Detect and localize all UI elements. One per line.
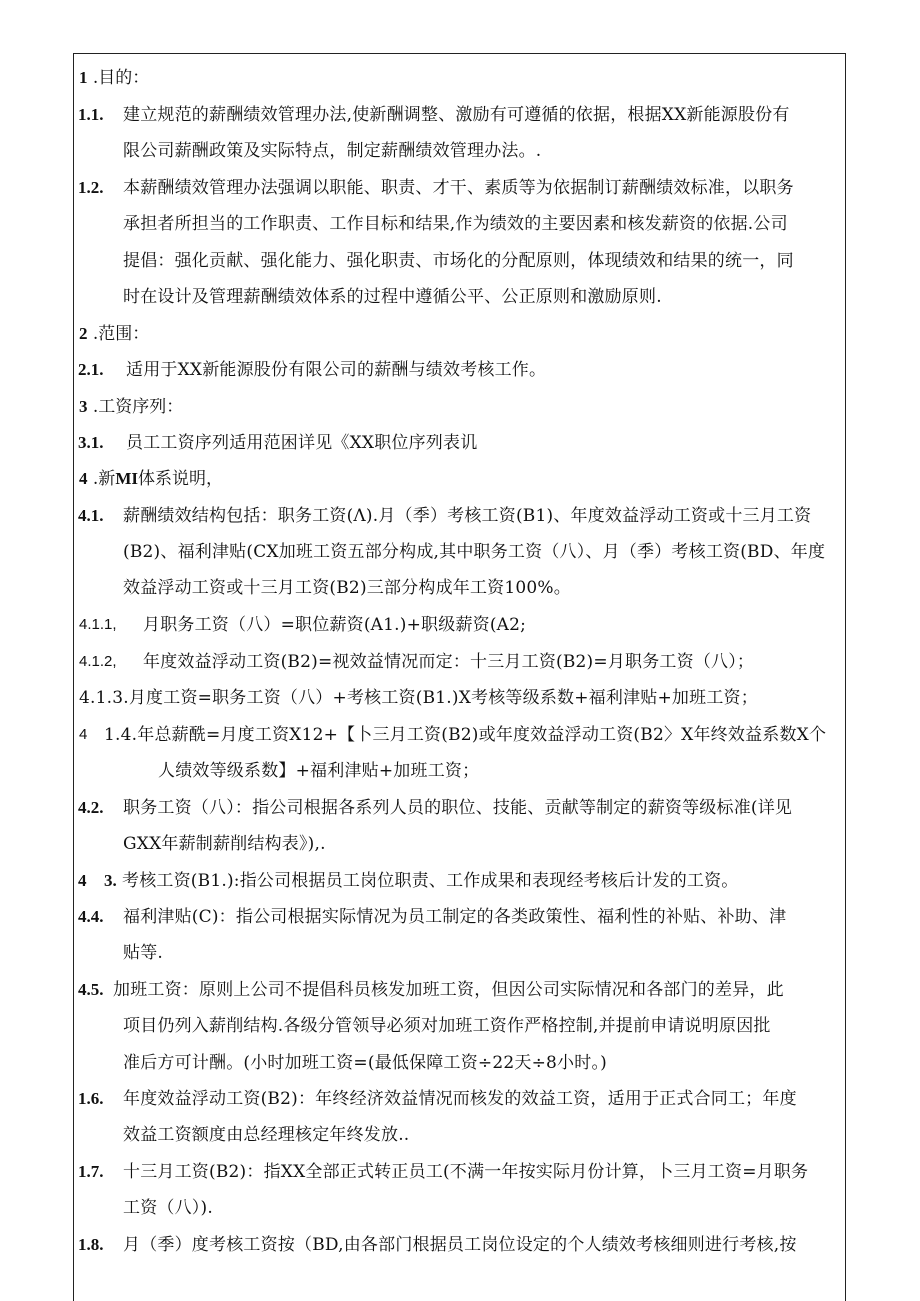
paragraph-line: 建立规范的薪酬绩效管理办法,使新酬调整、激励有可遵循的依据，根据XX新能源股份有 [123,105,790,125]
section-heading: 2 .范围： [79,324,150,344]
paragraph-line: 适用于XX新能源股份有限公司的薪酬与绩效考核工作。 [126,360,547,380]
paragraph-line: 人绩效等级系数】+福利津贴+加班工资； [158,761,480,781]
paragraph-line: 员工工资序列适用范困详见《XX职位序列表讥 [126,433,478,453]
document-frame [73,53,846,1301]
clause-number: 3. [104,871,117,890]
clause-number: 1.2. [78,178,104,197]
paragraph-line: 年度效益浮动工资(B2)=视效益情况而定：十三月工资(B2)=月职务工资（八）； [143,652,755,672]
paragraph-line: 月（季）度考核工资按（BD,由各部门根据员工岗位设定的个人绩效考核细则进行考核,按 [123,1235,797,1255]
clause-number: 4.1.2, [79,653,117,670]
clause-number: 4.1.1, [79,616,117,633]
clause-number: 1.6. [78,1089,104,1108]
paragraph-line: 福利津贴(C)：指公司根据实际情况为员工制定的各类政策性、福利性的补贴、补助、津 [123,907,787,927]
section-heading: 4 .新MI体系说明， [79,469,223,489]
section-heading: 3 .工资序列： [79,397,184,417]
paragraph-line: 1.4.年总薪酰=月度工资X12+【卜三月工资(B2)或年度效益浮动工资(B2〉X年终效益系数X个 [104,725,827,745]
paragraph-line: GXX年薪制薪削结构表》),. [123,834,326,854]
paragraph-line: 准后方可计酬。(小时加班工资=(最低保障工资÷22天÷8小时。) [123,1053,607,1073]
clause-number: 1.7. [78,1162,104,1181]
clause-number: 4.2. [78,798,104,817]
paragraph-line: 考核工资(B1.):指公司根据员工岗位职责、工作成果和表现经考核后计发的工资。 [122,871,739,891]
paragraph-line: 职务工资（八）：指公司根据各系列人员的职位、技能、贡献等制定的薪资等级标准(详见 [123,798,793,818]
paragraph-line: 十三月工资(B2)：指XX全部正式转正员工(不满一年按实际月份计算，卜三月工资=月职务 [123,1162,809,1182]
paragraph-line: 年度效益浮动工资(B2)：年终经济效益情况而核发的效益工资，适用于正式合同工；年度 [123,1089,797,1109]
clause-number: 2.1. [78,360,104,379]
paragraph-line: 加班工资：原则上公司不提倡科员核发加班工资，但因公司实际情况和各部门的差异，此 [113,980,784,1000]
paragraph-line: 月职务工资（八）=职位薪资(A1.)+职级薪资(A2; [143,615,527,635]
clause-number: 4 [79,726,88,743]
paragraph-line: 工资（八）). [123,1198,213,1218]
paragraph-line: 项目仍列入薪削结构.各级分管领导必须对加班工资作严格控制,并提前申请说明原因批 [123,1016,771,1036]
paragraph-line: 本薪酬绩效管理办法强调以职能、职责、才干、素质等为依据制订薪酬绩效标准，以职务 [123,178,794,198]
clause-number: 3.1. [78,433,104,452]
clause-number: 4.5. [78,980,104,999]
clause-number: 1.1. [78,105,104,124]
paragraph-line: 限公司薪酬政策及实际特点，制定薪酬绩效管理办法。. [123,141,542,161]
paragraph-line: 时在设计及管理薪酬绩效体系的过程中遵循公平、公正原则和激励原则. [123,287,662,307]
paragraph-line: (B2)、福利津贴(CX加班工资五部分构成,其中职务工资（八）、月（季）考核工资(BD、年度 [123,542,826,562]
section-heading: 1 .目的： [79,68,150,88]
paragraph-line: 承担者所担当的工作职责、工作目标和结果,作为绩效的主要因素和核发薪资的依据.公司 [123,214,788,234]
clause-number: 4.4. [78,907,104,926]
paragraph-line: 提倡：强化贡献、强化能力、强化职责、市场化的分配原则，体现绩效和结果的统一，同 [123,251,794,271]
clause-number: 4.1. [78,506,104,525]
paragraph-line: 贴等. [123,943,164,963]
paragraph-line: 薪酬绩效结构包括：职务工资(Λ).月（季）考核工资(B1)、年度效益浮动工资或十三月工资 [123,506,812,526]
clause-number: 4 [78,871,87,890]
clause-number: 1.8. [78,1235,104,1254]
paragraph-line: 效益工资额度由总经理核定年终发放.. [123,1125,410,1145]
paragraph-line: 4.1.3.月度工资=职务工资（八）+考核工资(B1.)X考核等级系数+福利津贴+加班工资； [79,688,758,708]
paragraph-line: 效益浮动工资或十三月工资(B2)三部分构成年工资100%。 [123,578,571,598]
